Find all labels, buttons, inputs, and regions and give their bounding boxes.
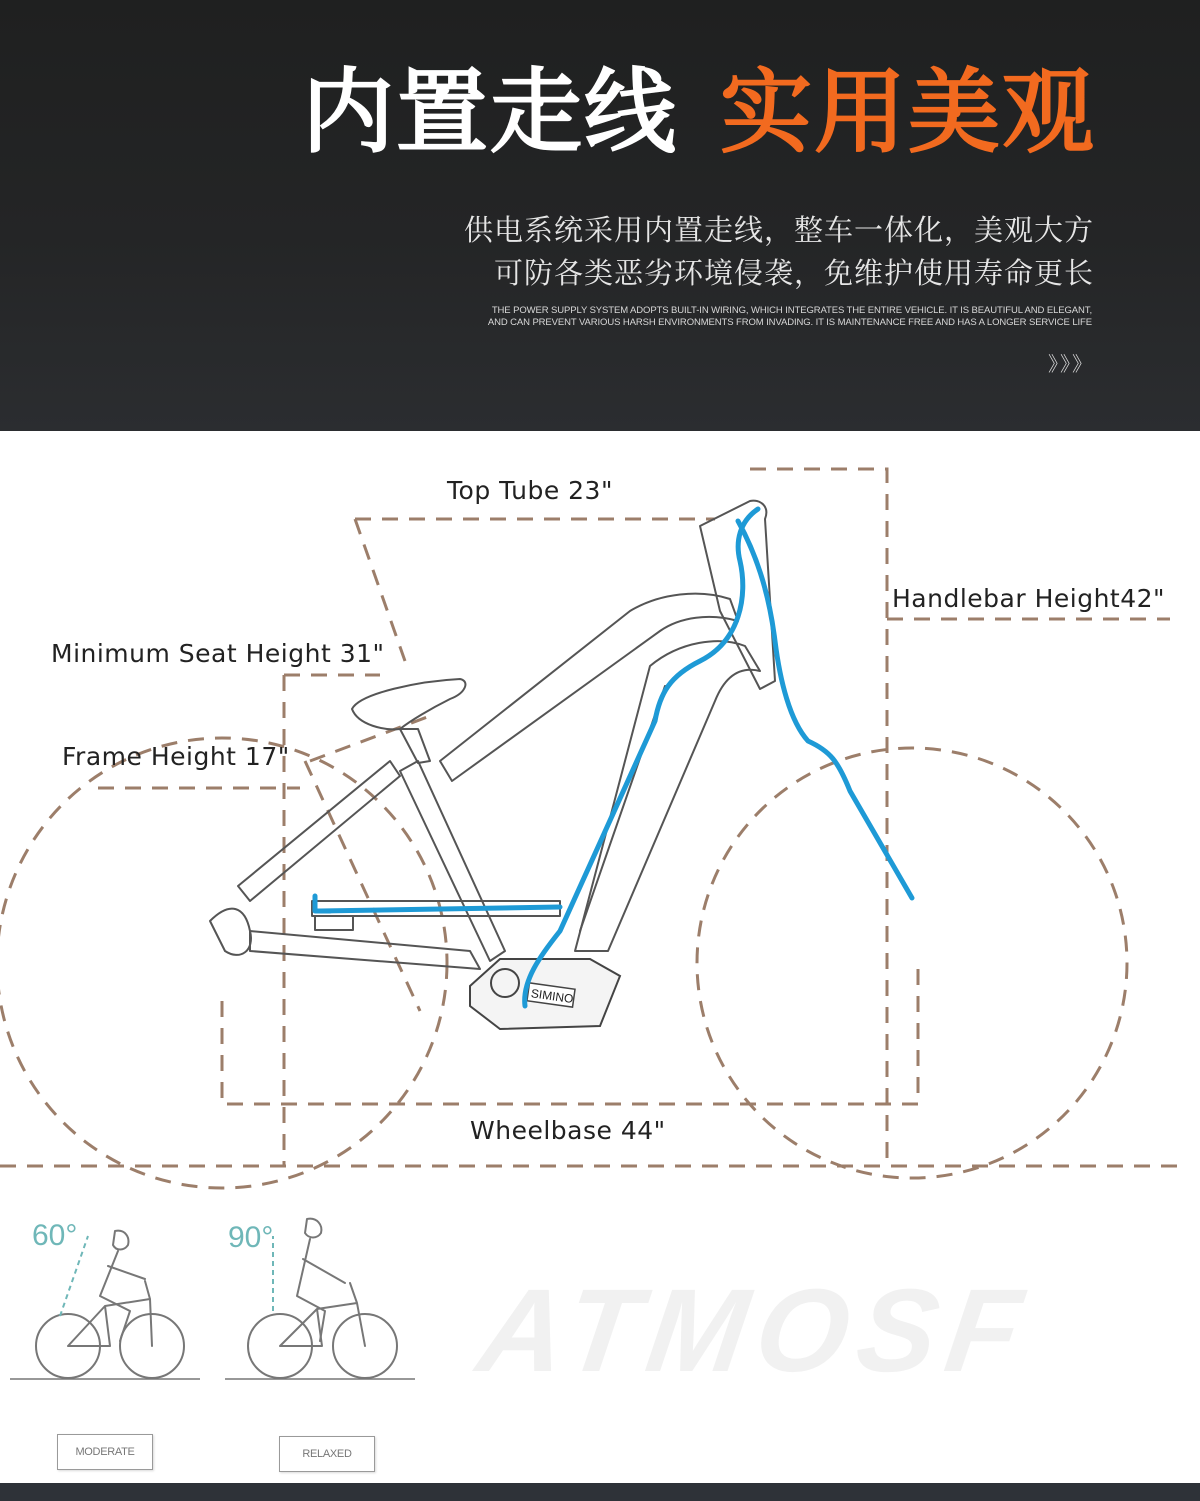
riding-posture-section: [0, 1191, 1200, 1483]
english-description-line-2: AND CAN PREVENT VARIOUS HARSH ENVIRONMENTS FROM INVADING. IT IS MAINTENANCE FREE AND HAS A LONGER SERVICE LIFE: [487, 317, 1092, 328]
stay-bracket: [315, 916, 353, 930]
relaxed-rider-illustration: [225, 1211, 425, 1391]
bike-geometry-diagram: [0, 431, 1200, 1191]
bottom-bar: [0, 1483, 1200, 1501]
title-orange: 实用美观: [719, 59, 1096, 166]
seat-tube: [400, 761, 505, 961]
bike-frame-drawing: [0, 431, 1200, 1191]
wheelbase-label: Wheelbase 44": [470, 1116, 666, 1145]
motor-unit: [470, 959, 620, 1029]
rear-dropout: [210, 909, 251, 955]
page-title: [301, 59, 1096, 166]
moderate-mode-badge: MODERATE: [57, 1434, 153, 1470]
moderate-rider-illustration: [10, 1211, 210, 1391]
internal-cable-main: [525, 509, 758, 1006]
chinese-description-line-1: 供电系统采用内置走线，整车一体化，美观大方: [463, 213, 1094, 247]
relaxed-angle-label: 90°: [228, 1221, 274, 1254]
front-wheel-outline: [697, 748, 1127, 1178]
relaxed-mode-badge: RELAXED: [279, 1436, 375, 1472]
brand-watermark: ATMOSF: [470, 1265, 1039, 1397]
header-banner: [0, 0, 1200, 431]
handlebar-height-label: Handlebar Height42": [892, 584, 1166, 613]
chevron-right-icon: 》》》: [1048, 352, 1094, 376]
frame-height-label: Frame Height 17": [62, 742, 290, 771]
internal-cable-hook: [315, 896, 330, 911]
chinese-description-line-2: 可防各类恶劣环境侵袭，免维护使用寿命更长: [493, 256, 1094, 290]
english-description-line-1: THE POWER SUPPLY SYSTEM ADOPTS BUILT-IN WIRING, WHICH INTEGRATES THE ENTIRE VEHICLE. IT IS BEAUTIFUL AND ELEGANT,: [491, 305, 1092, 316]
seat-post: [400, 729, 430, 763]
moderate-angle-label: 60°: [32, 1219, 78, 1252]
diagonal-guide: [310, 716, 430, 761]
saddle: [352, 679, 465, 729]
title-white: 内置走线: [301, 59, 678, 166]
internal-cable-stay: [320, 907, 560, 911]
seat-stay: [238, 761, 400, 901]
motor-brand-text: SIMINO: [530, 986, 575, 1007]
min-seat-height-label: Minimum Seat Height 31": [51, 639, 385, 668]
rear-wheel-outline: [0, 738, 447, 1188]
seat-tube-extension: [305, 761, 420, 1011]
top-tube-label: Top Tube 23": [447, 476, 613, 505]
